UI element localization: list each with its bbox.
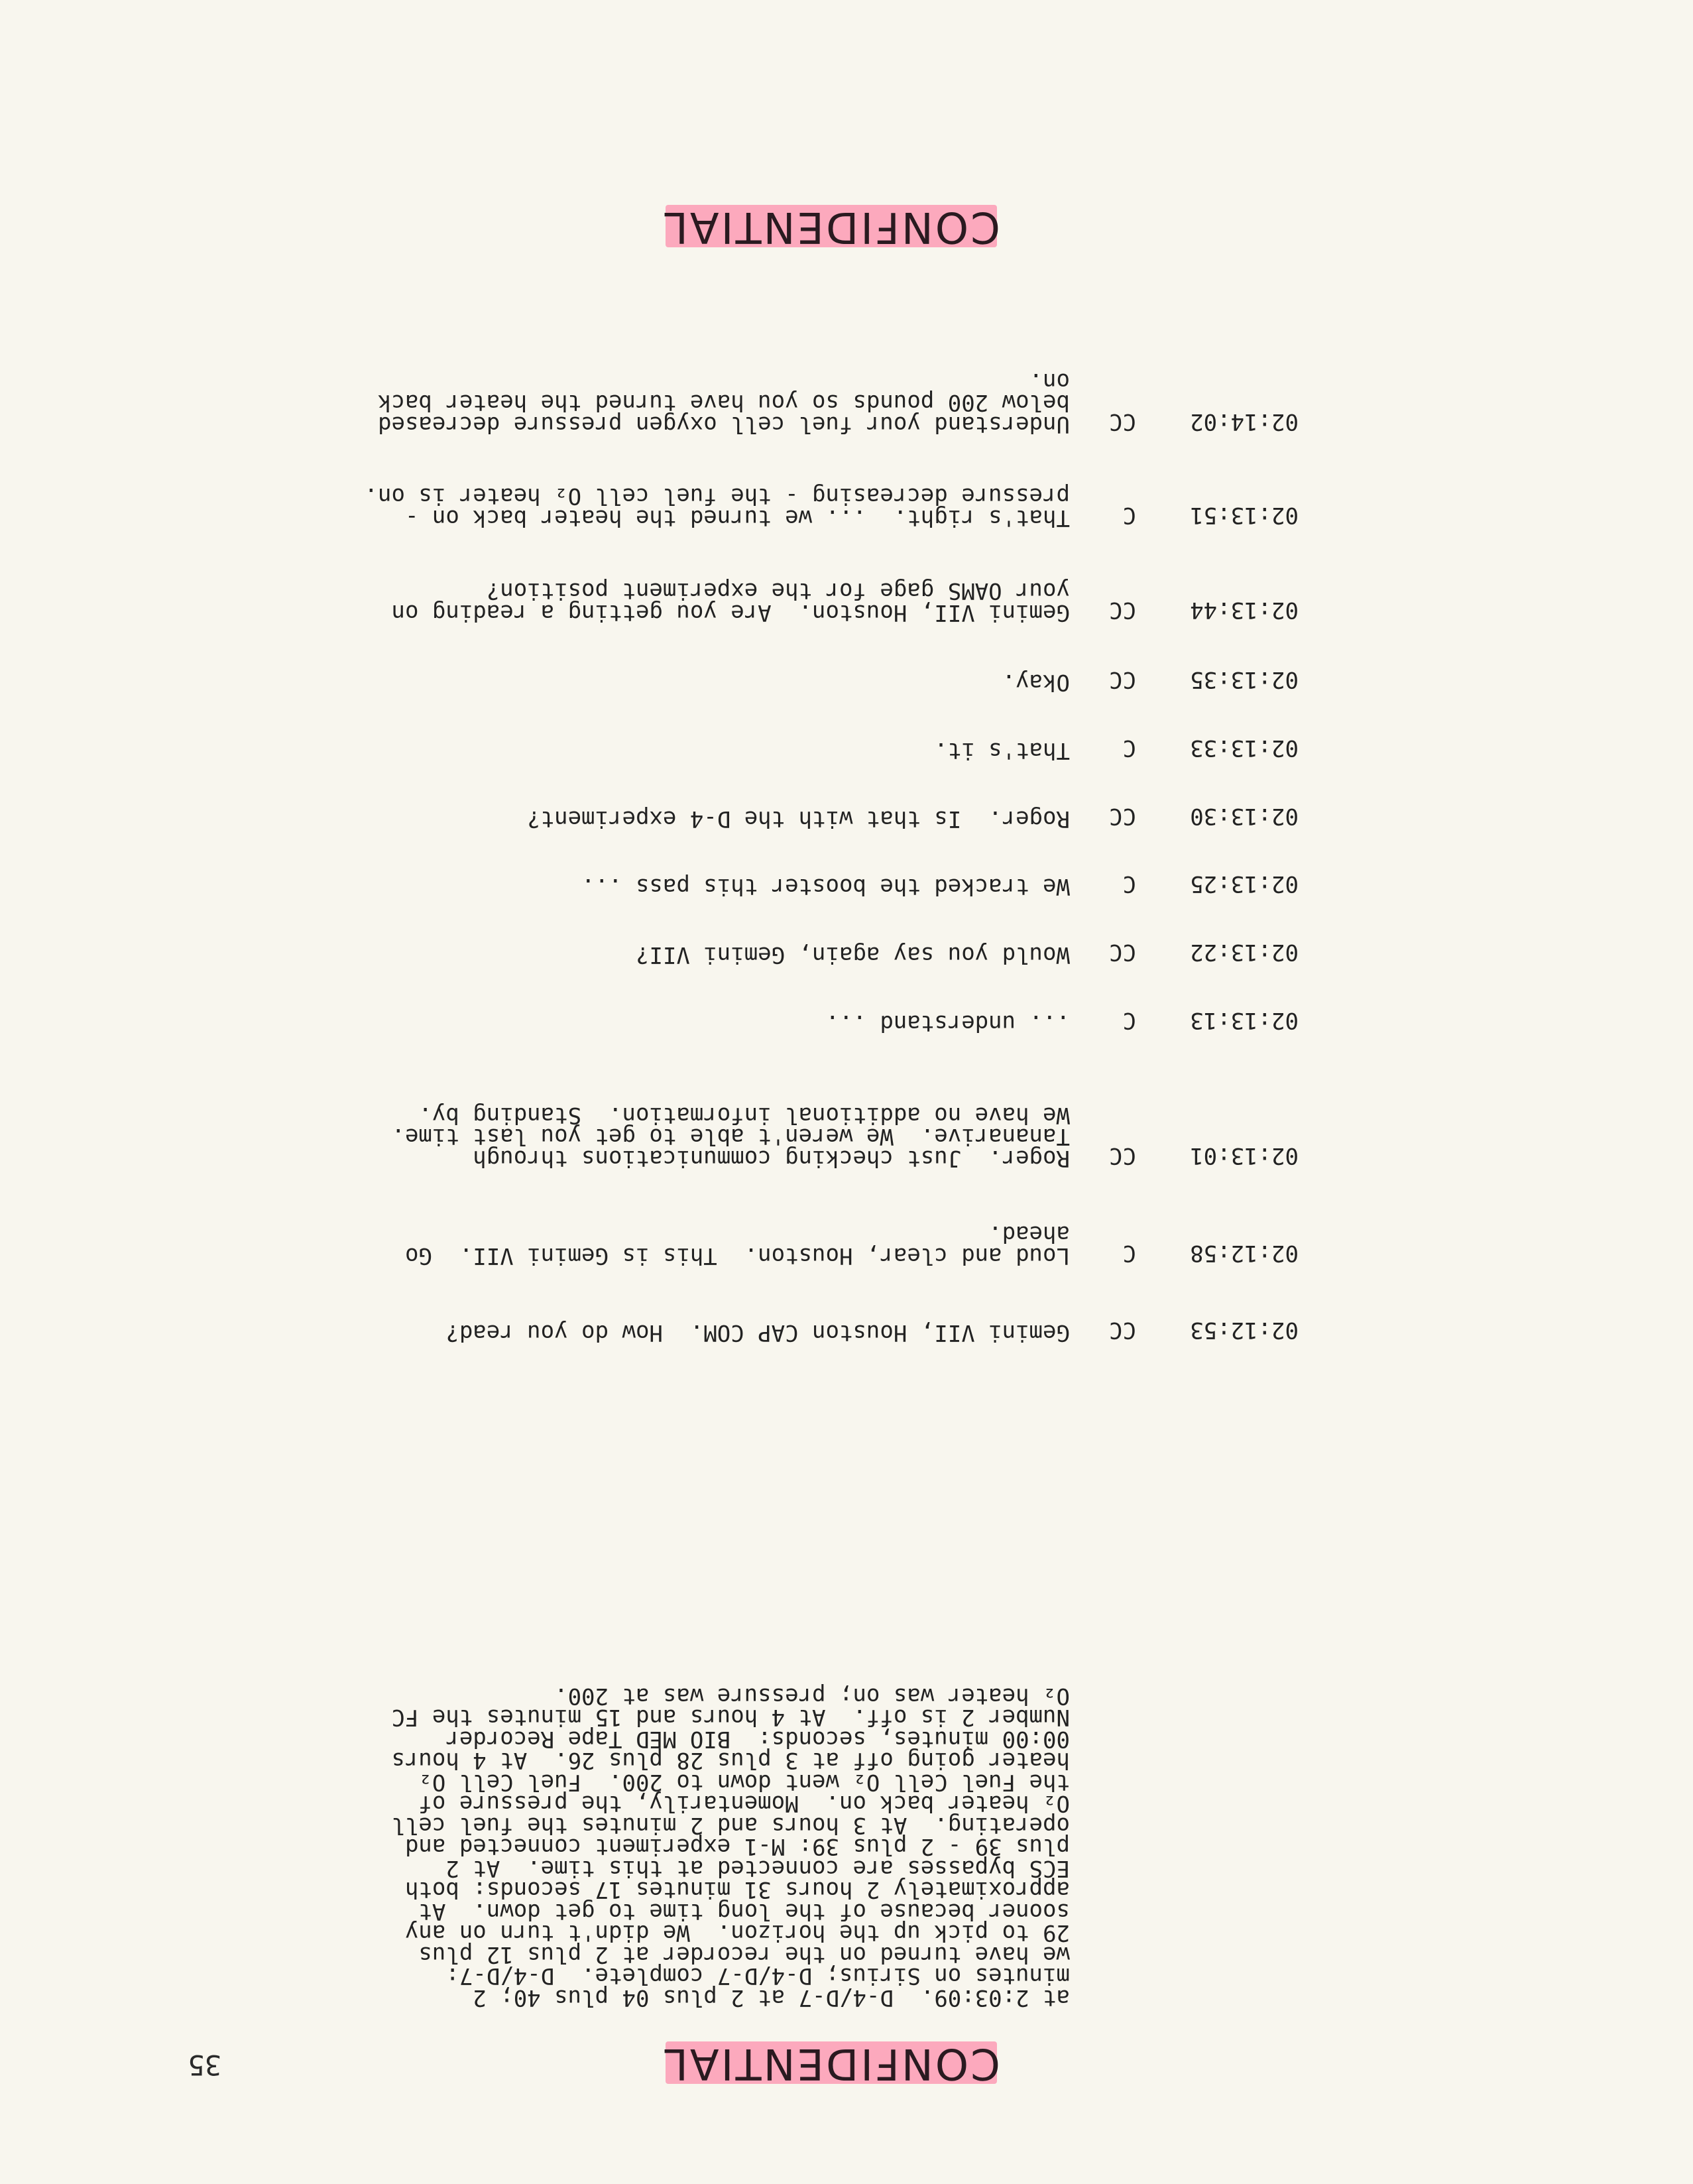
message: That's right. ... we turned the heater back on - pressure decreasing - the fuel cell O₂ heater is on. xyxy=(364,483,1070,531)
speaker: C xyxy=(1122,871,1136,897)
confidential-stamp-bottom xyxy=(652,204,1010,250)
speaker: CC xyxy=(1109,408,1136,435)
speaker: CC xyxy=(1109,597,1136,623)
confidential-stamp-top-text: CONFIDENTIAL xyxy=(662,2039,1000,2088)
message: Gemini VII, Houston. Are you getting a reading on your OAMS gage for the experiment position? xyxy=(391,577,1070,626)
message: Roger. Is that with the D-4 experiment? xyxy=(527,806,1070,832)
timestamp: 02:13:30 xyxy=(1190,803,1299,829)
message: Okay. xyxy=(1002,669,1070,696)
lead-paragraph: at 2:03:09. D-4/D-7 at 2 plus 04 plus 40; 2 minutes on Sirius; D-4/D-7 complete. D-4/D-7: we have turned on the recorder at 2 plus 12 plus 29 to pick up the horizon. We didn't turn on any sooner because of the long time to get down. At approximately 2 hours 31 minutes 17 seconds: both ECS bypasses are connected at this time. At 2 plus 39 - 2 plus 39: M-1 experiment connected and operating. At 3 hours and 2 minutes the fuel cell O₂ heater back on. Momentarily, the pressure of the Fuel Cell O₂ went down to 200. Fuel Cell O₂ heater going off at 3 plus 28 plus 26. At 4 hours 00:00 minutes, seconds: BIO MED Tape Recorder Number 2 is off. At 4 hours and 15 minutes the FC O₂ heater was on; pressure was at 200. xyxy=(391,1683,1070,2011)
speaker: C xyxy=(1122,735,1136,761)
timestamp: 02:13:01 xyxy=(1190,1142,1299,1169)
speaker: C xyxy=(1122,1240,1136,1266)
confidential-stamp-bottom-text: CONFIDENTIAL xyxy=(662,202,1000,251)
message: Would you say again, Gemini VII? xyxy=(635,941,1070,968)
speaker: CC xyxy=(1109,666,1136,693)
timestamp: 02:13:13 xyxy=(1190,1007,1299,1034)
timestamp: 02:14:02 xyxy=(1190,408,1299,435)
speaker: CC xyxy=(1109,1317,1136,1343)
timestamp: 02:13:44 xyxy=(1190,597,1299,623)
timestamp: 02:13:33 xyxy=(1190,735,1299,761)
speaker: CC xyxy=(1109,939,1136,965)
timestamp: 02:13:51 xyxy=(1190,502,1299,528)
timestamp: 02:12:58 xyxy=(1190,1240,1299,1266)
speaker: C xyxy=(1122,1007,1136,1034)
message: Gemini VII, Houston CAP COM. How do you read? xyxy=(445,1319,1070,1346)
message: Roger. Just checking communications through Tananarive. We weren't able to get you last time. We have no additional information. Standing by. xyxy=(391,1102,1070,1172)
message: Understand your fuel cell oxygen pressure decreased below 200 pounds so you have turned the heater back on. xyxy=(378,368,1070,438)
message: That's it. xyxy=(934,737,1070,764)
speaker: C xyxy=(1122,502,1136,528)
message: We tracked the booster this pass ... xyxy=(581,873,1070,900)
timestamp: 02:13:35 xyxy=(1190,666,1299,693)
confidential-stamp-top xyxy=(652,2040,1010,2087)
speaker: CC xyxy=(1109,803,1136,829)
timestamp: 02:12:53 xyxy=(1190,1317,1299,1343)
timestamp: 02:13:22 xyxy=(1190,939,1299,965)
message: Loud and clear, Houston. This is Gemini VII. Go ahead. xyxy=(404,1221,1070,1269)
timestamp: 02:13:25 xyxy=(1190,871,1299,897)
page-number: 35 xyxy=(188,2049,221,2081)
message: ... understand ... xyxy=(825,1010,1070,1036)
speaker: CC xyxy=(1109,1142,1136,1169)
